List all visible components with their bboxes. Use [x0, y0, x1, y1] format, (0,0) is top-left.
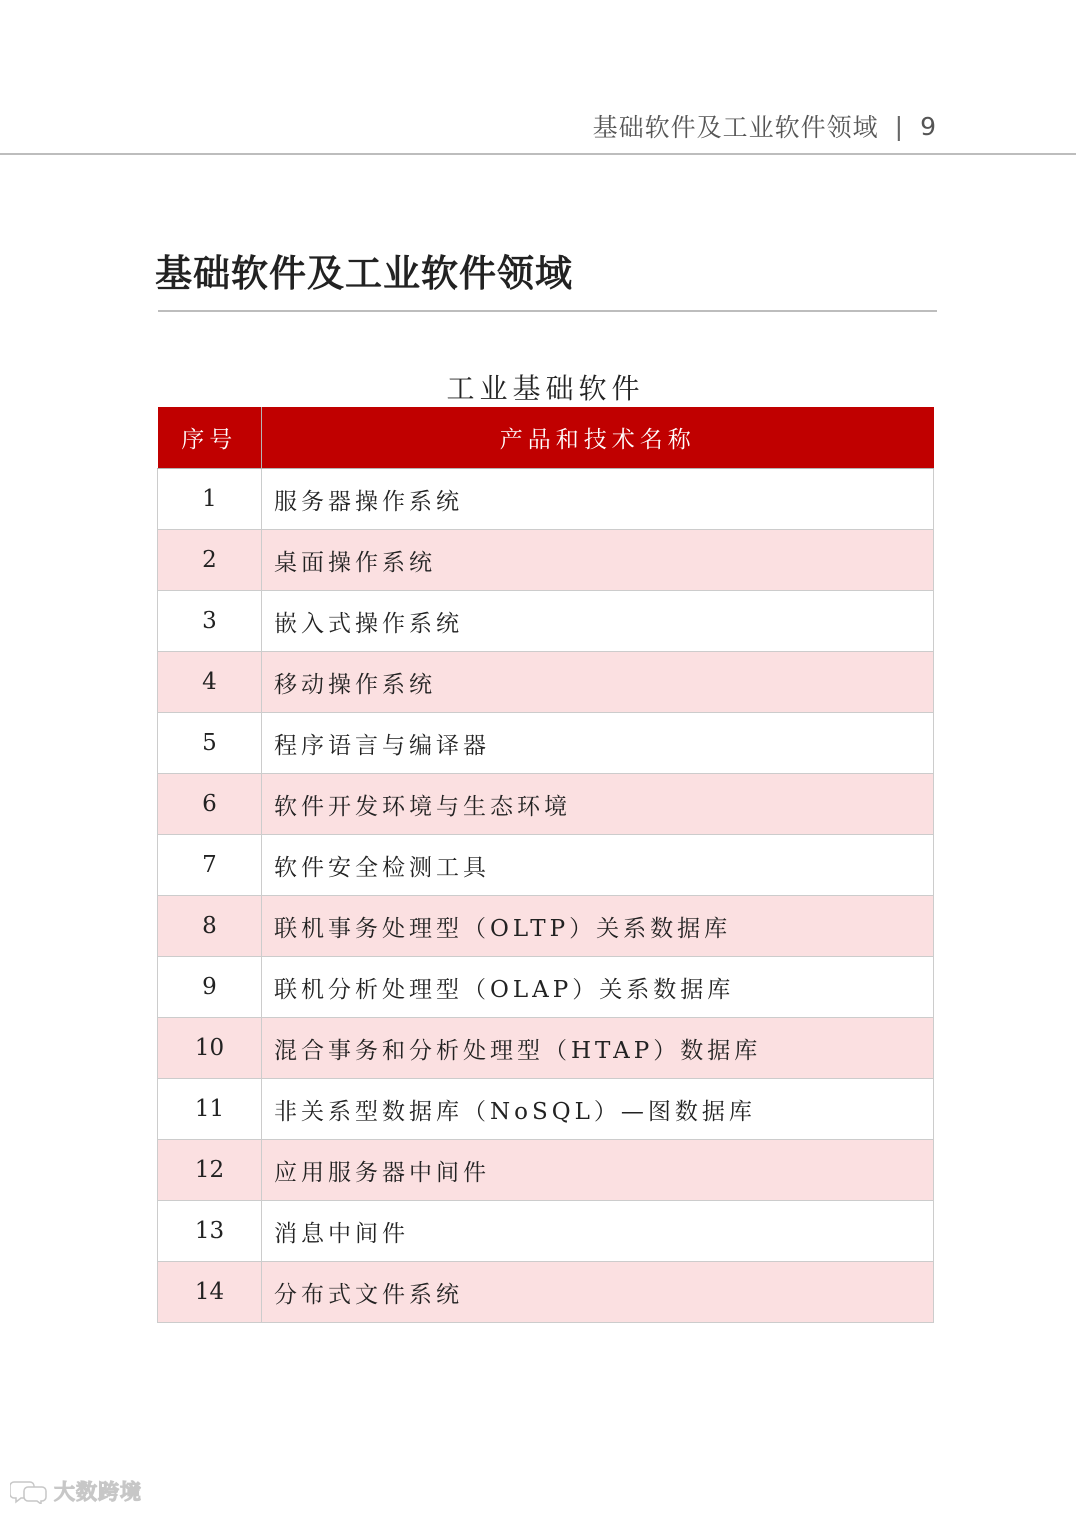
row-product-name: 程序语言与编译器: [262, 713, 934, 774]
row-number: 12: [158, 1140, 262, 1201]
table-row: [158, 1140, 934, 1201]
row-number: 6: [158, 774, 262, 835]
table-row: [158, 713, 934, 774]
section-divider: [158, 310, 937, 312]
watermark-text: 大数跨境: [54, 1480, 142, 1504]
column-header-number: 序号: [158, 407, 262, 469]
row-product-name: 服务器操作系统: [262, 469, 934, 530]
row-number: 2: [158, 530, 262, 591]
running-header-separator: |: [894, 111, 905, 141]
watermark: [10, 1476, 142, 1506]
table-row: [158, 1079, 934, 1140]
table-row: [158, 652, 934, 713]
row-product-name: 分布式文件系统: [262, 1262, 934, 1323]
table-row: [158, 957, 934, 1018]
table-row: [158, 1018, 934, 1079]
row-product-name: 混合事务和分析处理型（HTAP）数据库: [262, 1018, 934, 1079]
row-number: 9: [158, 957, 262, 1018]
table-row: [158, 1201, 934, 1262]
row-product-name: 软件开发环境与生态环境: [262, 774, 934, 835]
row-number: 5: [158, 713, 262, 774]
row-product-name: 桌面操作系统: [262, 530, 934, 591]
row-number: 10: [158, 1018, 262, 1079]
header-divider: [0, 153, 1076, 155]
chat-bubble-logo-icon: [10, 1478, 48, 1504]
table-row: [158, 1262, 934, 1323]
table-row: [158, 530, 934, 591]
column-header-name: 产品和技术名称: [262, 407, 934, 469]
row-product-name: 移动操作系统: [262, 652, 934, 713]
table-row: [158, 591, 934, 652]
table-row: [158, 469, 934, 530]
row-number: 4: [158, 652, 262, 713]
row-number: 11: [158, 1079, 262, 1140]
row-number: 13: [158, 1201, 262, 1262]
row-number: 1: [158, 469, 262, 530]
table-row: [158, 835, 934, 896]
table-row: [158, 896, 934, 957]
page-number: 9: [920, 111, 937, 141]
row-product-name: 软件安全检测工具: [262, 835, 934, 896]
row-number: 3: [158, 591, 262, 652]
table-header-row: [158, 407, 934, 469]
row-product-name: 嵌入式操作系统: [262, 591, 934, 652]
row-product-name: 消息中间件: [262, 1201, 934, 1262]
row-product-name: 联机分析处理型（OLAP）关系数据库: [262, 957, 934, 1018]
row-number: 14: [158, 1262, 262, 1323]
row-product-name: 非关系型数据库（NoSQL）—图数据库: [262, 1079, 934, 1140]
table-row: [158, 774, 934, 835]
running-header: [593, 108, 937, 144]
row-number: 8: [158, 896, 262, 957]
row-number: 7: [158, 835, 262, 896]
table-caption: 工业基础软件: [446, 372, 645, 405]
row-product-name: 应用服务器中间件: [262, 1140, 934, 1201]
software-table: [157, 407, 934, 1323]
section-title: 基础软件及工业软件领域: [155, 252, 573, 295]
running-header-title: 基础软件及工业软件领域: [592, 113, 879, 142]
table-body: [158, 469, 934, 1323]
row-product-name: 联机事务处理型（OLTP）关系数据库: [262, 896, 934, 957]
